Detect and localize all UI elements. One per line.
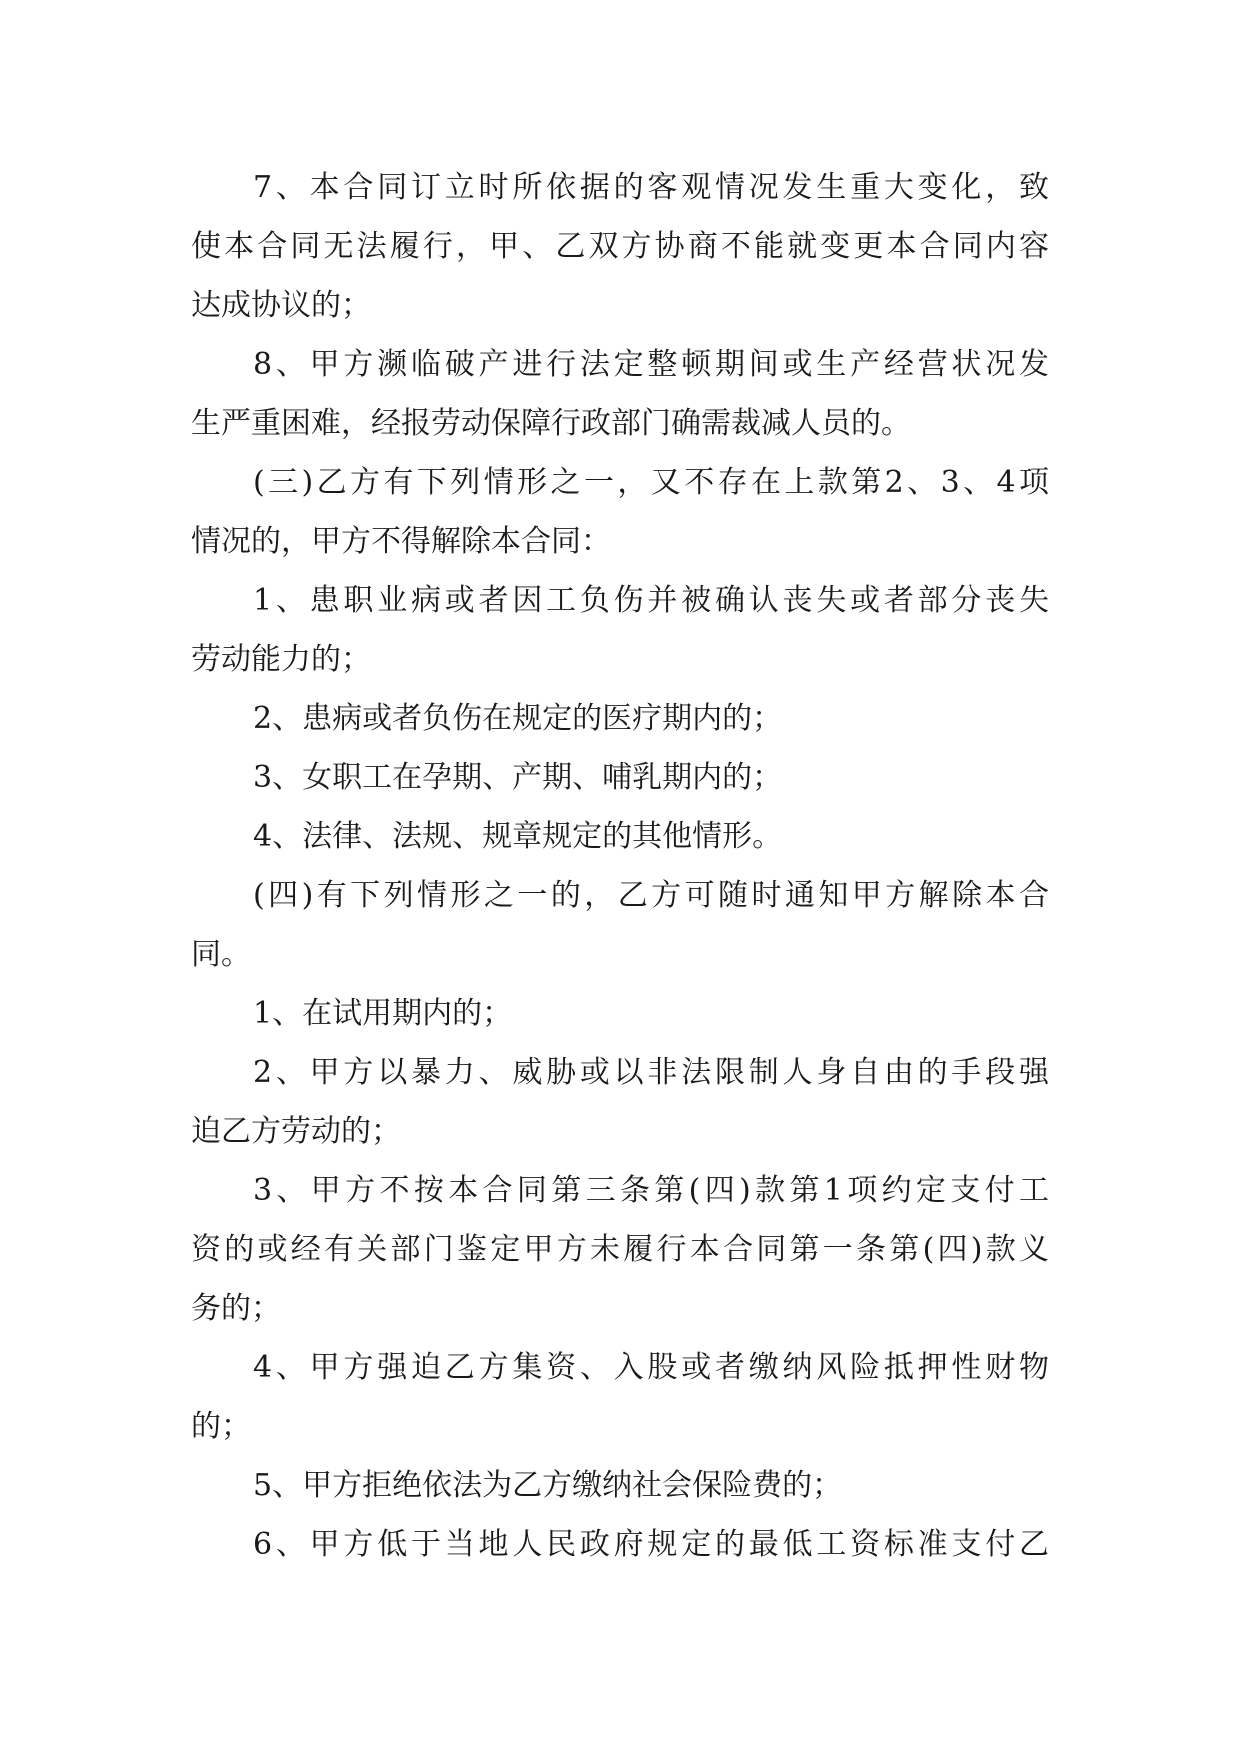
text-line-s4-item-6-start: 6、甲方低于当地人民政府规定的最低工资标准支付乙 <box>253 1527 1049 1562</box>
text-line-s4-item-2-end: 迫乙方劳动的； <box>191 1114 401 1149</box>
text-line-s4-item-3-cont: 资的或经有关部门鉴定甲方未履行本合同第一条第(四)款义 <box>191 1232 1049 1267</box>
text-line-s4-item-1: 1、在试用期内的； <box>253 996 513 1031</box>
text-line-s4-item-3-start: 3、甲方不按本合同第三条第(四)款第1项约定支付工 <box>253 1173 1049 1208</box>
text-line-section-4-end: 同。 <box>191 937 251 972</box>
text-line-section-4-start: (四)有下列情形之一的，乙方可随时通知甲方解除本合 <box>253 878 1049 913</box>
text-line-s3-item-1-end: 劳动能力的； <box>191 642 371 677</box>
text-line-s4-item-3-end: 务的； <box>191 1291 281 1326</box>
text-line-item-7-start: 7、本合同订立时所依据的客观情况发生重大变化，致 <box>253 170 1049 205</box>
text-line-s3-item-4: 4、法律、法规、规章规定的其他情形。 <box>253 819 783 854</box>
text-line-item-7-cont: 使本合同无法履行，甲、乙双方协商不能就变更本合同内容 <box>191 229 1049 264</box>
text-line-section-3-start: (三)乙方有下列情形之一，又不存在上款第2、3、4项 <box>253 465 1049 500</box>
text-line-s3-item-3: 3、女职工在孕期、产期、哺乳期内的； <box>253 760 783 795</box>
text-line-s4-item-4-end: 的； <box>191 1409 251 1444</box>
text-line-item-7-end: 达成协议的； <box>191 288 371 323</box>
text-line-item-8-start: 8、甲方濒临破产进行法定整顿期间或生产经营状况发 <box>253 347 1049 382</box>
contract-text <box>191 158 1049 1574</box>
text-line-s3-item-2: 2、患病或者负伤在规定的医疗期内的； <box>253 701 783 736</box>
text-line-item-8-end: 生严重困难，经报劳动保障行政部门确需裁减人员的。 <box>191 406 911 441</box>
text-line-s4-item-4-start: 4、甲方强迫乙方集资、入股或者缴纳风险抵押性财物 <box>253 1350 1049 1385</box>
text-line-s4-item-2-start: 2、甲方以暴力、威胁或以非法限制人身自由的手段强 <box>253 1055 1049 1090</box>
text-line-section-3-end: 情况的，甲方不得解除本合同： <box>191 524 611 559</box>
text-line-s4-item-5: 5、甲方拒绝依法为乙方缴纳社会保险费的； <box>253 1468 843 1503</box>
text-line-s3-item-1-start: 1、患职业病或者因工负伤并被确认丧失或者部分丧失 <box>253 583 1049 618</box>
